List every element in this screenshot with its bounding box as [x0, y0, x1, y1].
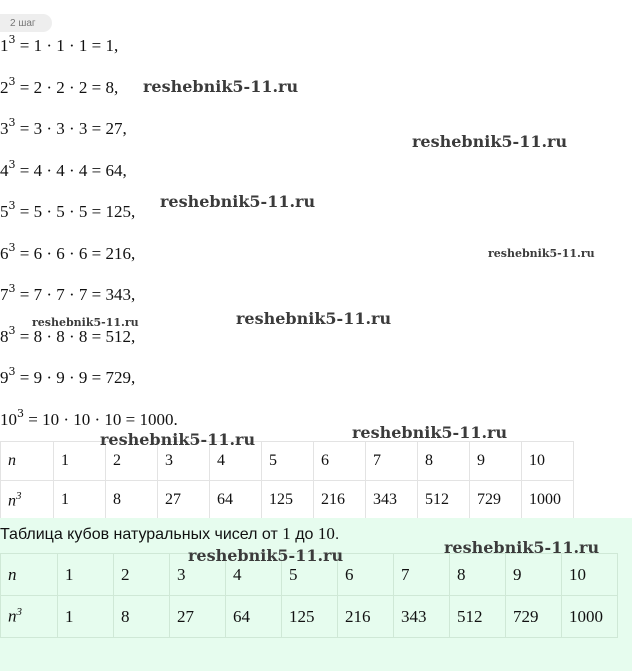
table-cell-n: 10	[562, 554, 618, 596]
table-cell-cube: 27	[170, 596, 226, 638]
table-cell-n: 6	[314, 442, 366, 481]
table-cell-cube: 343	[394, 596, 450, 638]
table-cell-n: 3	[158, 442, 210, 481]
table-cell-n: 3	[170, 554, 226, 596]
table-cell-n: 1	[54, 442, 106, 481]
table-header-cube: $n^3$	[1, 596, 58, 638]
cube-equation: $9^3 = 9 \cdot 9 \cdot 9 = 729$,	[0, 365, 136, 387]
table-cell-cube: 512	[418, 481, 470, 520]
table-cell-cube: 216	[338, 596, 394, 638]
table-cell-n: 4	[226, 554, 282, 596]
table-caption: Таблица кубов натуральных чисел от 1 до 10.	[0, 524, 340, 543]
table-cell-n: 2	[114, 554, 170, 596]
watermark: reshebnik5-11.ru	[444, 538, 600, 557]
watermark: reshebnik5-11.ru	[32, 316, 139, 329]
table-cell-n: 9	[506, 554, 562, 596]
table-cell-cube: 1	[54, 481, 106, 520]
answer-cubes-table	[0, 553, 618, 638]
table-cell-n: 4	[210, 442, 262, 481]
table-header-n: n	[1, 442, 54, 481]
watermark: reshebnik5-11.ru	[100, 430, 256, 449]
table-cell-cube: 8	[106, 481, 158, 520]
cube-equation: $7^3 = 7 \cdot 7 \cdot 7 = 343$,	[0, 282, 136, 304]
table-row-cube	[1, 481, 574, 520]
table-cell-n: 9	[470, 442, 522, 481]
cube-equation: $1^3 = 1 \cdot 1 \cdot 1 = 1$,	[0, 33, 119, 55]
table-row-cube	[1, 596, 618, 638]
cube-equation: $2^3 = 2 \cdot 2 \cdot 2 = 8$,	[0, 75, 119, 97]
watermark: reshebnik5-11.ru	[160, 192, 316, 211]
table-cell-cube: 125	[262, 481, 314, 520]
table-cell-cube: 64	[210, 481, 262, 520]
table-cell-cube: 8	[114, 596, 170, 638]
table-cell-n: 10	[522, 442, 574, 481]
cube-equation: $6^3 = 6 \cdot 6 \cdot 6 = 216$,	[0, 241, 136, 263]
table-cell-cube: 343	[366, 481, 418, 520]
table-header-n: n	[1, 554, 58, 596]
table-cell-cube: 729	[470, 481, 522, 520]
table-cell-n: 5	[262, 442, 314, 481]
table-cell-cube: 216	[314, 481, 366, 520]
table-cell-n: 7	[366, 442, 418, 481]
table-cell-n: 8	[418, 442, 470, 481]
table-cell-cube: 729	[506, 596, 562, 638]
table-cell-cube: 1	[58, 596, 114, 638]
table-cell-cube: 512	[450, 596, 506, 638]
cube-equation: $5^3 = 5 \cdot 5 \cdot 5 = 125$,	[0, 199, 136, 221]
table-cell-cube: 1000	[522, 481, 574, 520]
table-cell-n: 8	[450, 554, 506, 596]
table-cell-n: 6	[338, 554, 394, 596]
table-cell-n: 2	[106, 442, 158, 481]
cube-equation: $8^3 = 8 \cdot 8 \cdot 8 = 512$,	[0, 324, 136, 346]
step-badge: 2 шаг	[0, 14, 52, 32]
table-header-cube: $n^3$	[1, 481, 54, 520]
table-cell-cube: 27	[158, 481, 210, 520]
table-row-n	[1, 554, 618, 596]
watermark: reshebnik5-11.ru	[188, 546, 344, 565]
table-cell-n: 1	[58, 554, 114, 596]
table-cell-cube: 1000	[562, 596, 618, 638]
table-row-n	[1, 442, 574, 481]
table-cell-cube: 125	[282, 596, 338, 638]
watermark: reshebnik5-11.ru	[236, 309, 392, 328]
watermark: reshebnik5-11.ru	[352, 423, 508, 442]
cube-equation: $3^3 = 3 \cdot 3 \cdot 3 = 27$,	[0, 116, 127, 138]
watermark: reshebnik5-11.ru	[488, 247, 595, 260]
cube-equation: $10^3 = 10 \cdot 10 \cdot 10 = 1000$.	[0, 407, 178, 429]
watermark: reshebnik5-11.ru	[143, 77, 299, 96]
watermark: reshebnik5-11.ru	[412, 132, 568, 151]
cube-equation: $4^3 = 4 \cdot 4 \cdot 4 = 64$,	[0, 158, 127, 180]
table-cell-n: 7	[394, 554, 450, 596]
table-cell-n: 5	[282, 554, 338, 596]
cubes-table	[0, 441, 574, 520]
table-cell-cube: 64	[226, 596, 282, 638]
